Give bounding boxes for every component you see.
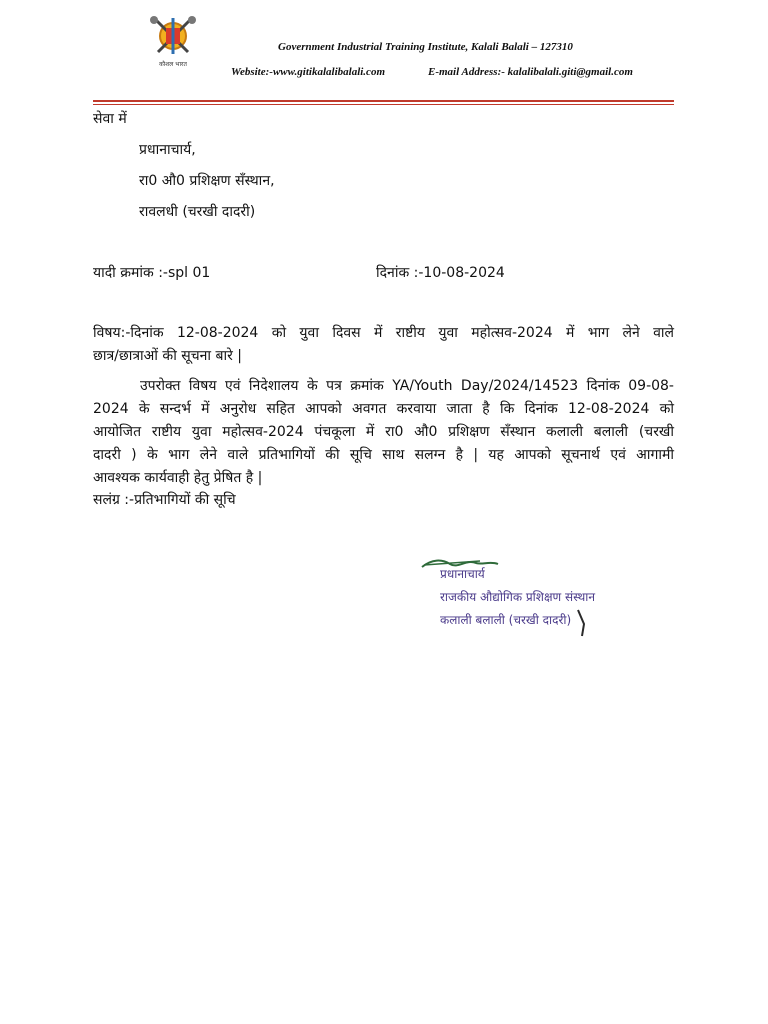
- addressee-line: प्रधानाचार्य,: [139, 142, 196, 158]
- institute-name: Government Industrial Training Institute, Kalali Balali – 127310: [278, 41, 573, 53]
- subject-line: छात्र/छात्राओं की सूचना बारे |: [93, 348, 242, 364]
- body-line: आयोजित राष्टीय युवा महोत्सव-2024 पंचकूला में रा0 औ0 प्रशिक्षण सँस्थान कलाली बलाली (चरखी: [93, 424, 674, 440]
- enclosure-note: सलंग्र :-प्रतिभागियों की सूचि: [93, 492, 236, 508]
- subject-paragraph: [93, 322, 674, 368]
- header-divider: [93, 100, 674, 102]
- addressee-line: रावलधी (चरखी दादरी): [139, 204, 256, 220]
- salutation: सेवा में: [93, 111, 127, 127]
- signature-institute: राजकीय औद्योगिक प्रशिक्षण संस्थान: [440, 590, 596, 604]
- body-paragraph: [93, 375, 674, 490]
- email-text: E-mail Address:- kalalibalali.giti@gmail.com: [428, 66, 633, 78]
- reference-number: यादी क्रमांक :-spl 01: [93, 265, 211, 281]
- logo-caption: कौशल भारत: [159, 61, 187, 68]
- body-line: 2024 के सन्दर्भ में अनुरोध सहित आपको अवगत करवाया जाता है कि दिनांक 12-08-2024 को: [93, 401, 674, 417]
- body-line: आवश्यक कार्यवाही हेतु प्रेषित है |: [93, 470, 263, 486]
- letter-date: दिनांक :-10-08-2024: [376, 265, 505, 281]
- body-line: उपरोक्त विषय एवं निदेशालय के पत्र क्रमांक YA/Youth Day/2024/14523 दिनांक 09-08-: [140, 378, 674, 394]
- body-line: दादरी ) के भाग लेने वाले प्रतिभागियों की सूचि साथ सलग्न है | यह आपको सूचनार्थ एवं आगामी: [93, 447, 674, 463]
- signature-location: कलाली बलाली (चरखी दादरी): [440, 613, 572, 627]
- website-text: Website:-www.gitikalalibalali.com: [231, 66, 385, 78]
- signature-stroke-icon: [574, 608, 594, 638]
- header-divider-thin: [93, 104, 674, 105]
- signature-designation: प्रधानाचार्य: [440, 567, 485, 581]
- addressee-line: रा0 औ0 प्रशिक्षण सँस्थान,: [139, 173, 275, 189]
- subject-line: विषय:-दिनांक 12-08-2024 को युवा दिवस में राष्टीय युवा महोत्सव-2024 में भाग लेने वाले: [93, 325, 674, 341]
